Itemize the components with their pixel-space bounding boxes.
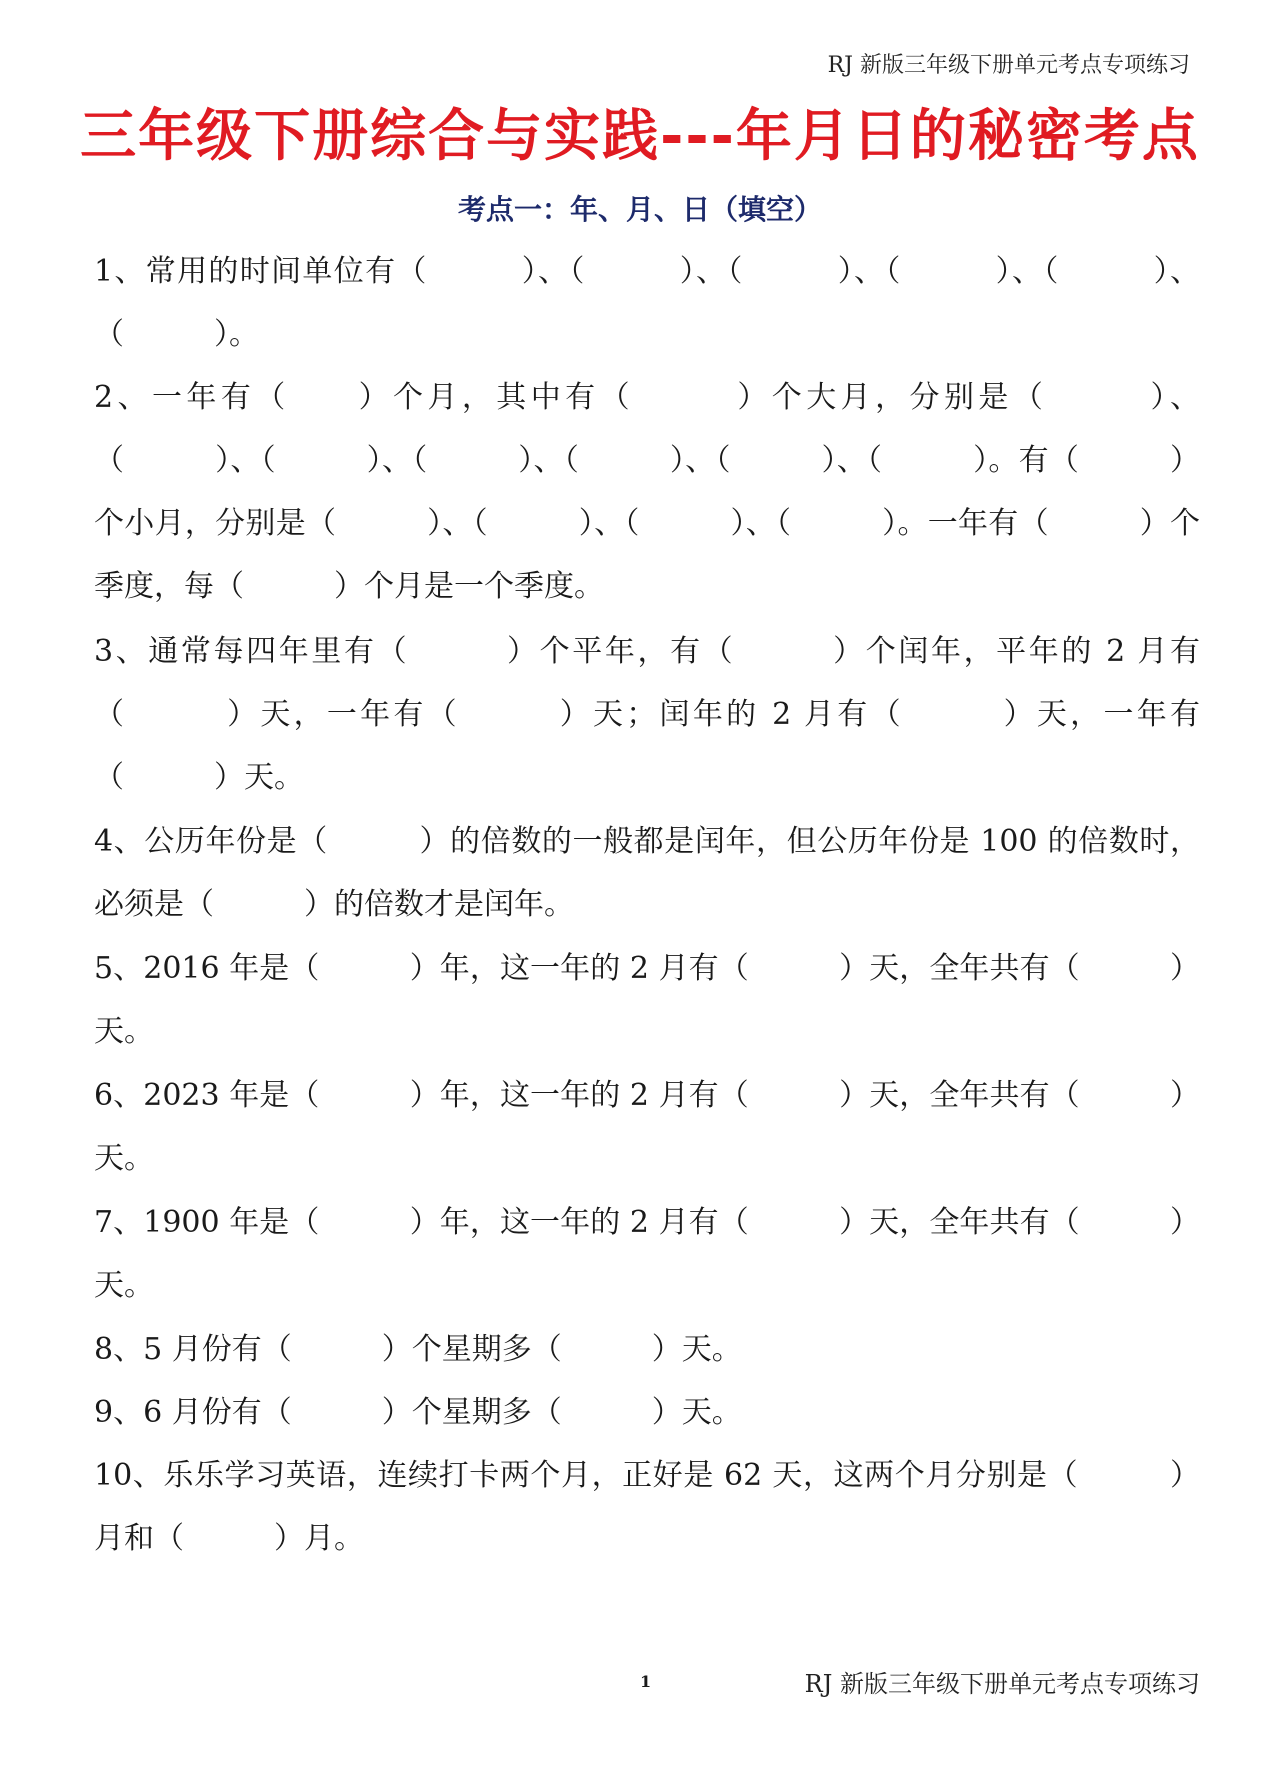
- question-10: 10、乐乐学习英语，连续打卡两个月，正好是 62 天，这两个月分别是（ ）月和（ ）月。: [94, 1458, 1200, 1556]
- section-title: 考点一：年、月、日（填空）: [457, 193, 822, 226]
- question-5: 5、2016 年是（ ）年，这一年的 2 月有（ ）天，全年共有（ ）天。: [94, 951, 1200, 1049]
- page-number: 1: [640, 1672, 652, 1691]
- question-2: 2、一年有（ ）个月，其中有（ ）个大月，分别是（ ）、（ ）、（ ）、（ ）、（ ）、（ ）、（ ）。有（ ）个小月，分别是（ ）、（ ）、（ ）、（ ）。一年有（ ）个季度，每（ ）个月是一个季度。: [94, 380, 1200, 604]
- header-note: RJ 新版三年级下册单元考点专项练习: [827, 53, 1190, 78]
- question-4: 4、公历年份是（ ）的倍数的一般都是闰年，但公历年份是 100 的倍数时，必须是（ ）的倍数才是闰年。: [94, 824, 1200, 922]
- question-1: 1、常用的时间单位有（ ）、（ ）、（ ）、（ ）、（ ）、（ ）。: [94, 254, 1200, 352]
- footer-note: RJ 新版三年级下册单元考点专项练习: [804, 1670, 1200, 1698]
- question-7: 7、1900 年是（ ）年，这一年的 2 月有（ ）天，全年共有（ ）天。: [94, 1205, 1200, 1303]
- question-3: 3、通常每四年里有（ ）个平年，有（ ）个闰年，平年的 2 月有（ ）天，一年有（ ）天；闰年的 2 月有（ ）天，一年有（ ）天。: [94, 634, 1200, 795]
- page-title: 三年级下册综合与实践---年月日的秘密考点: [80, 104, 1200, 169]
- question-8: 8、5 月份有（ ）个星期多（ ）天。: [94, 1332, 742, 1367]
- question-6: 6、2023 年是（ ）年，这一年的 2 月有（ ）天，全年共有（ ）天。: [94, 1078, 1200, 1176]
- question-9: 9、6 月份有（ ）个星期多（ ）天。: [94, 1395, 742, 1430]
